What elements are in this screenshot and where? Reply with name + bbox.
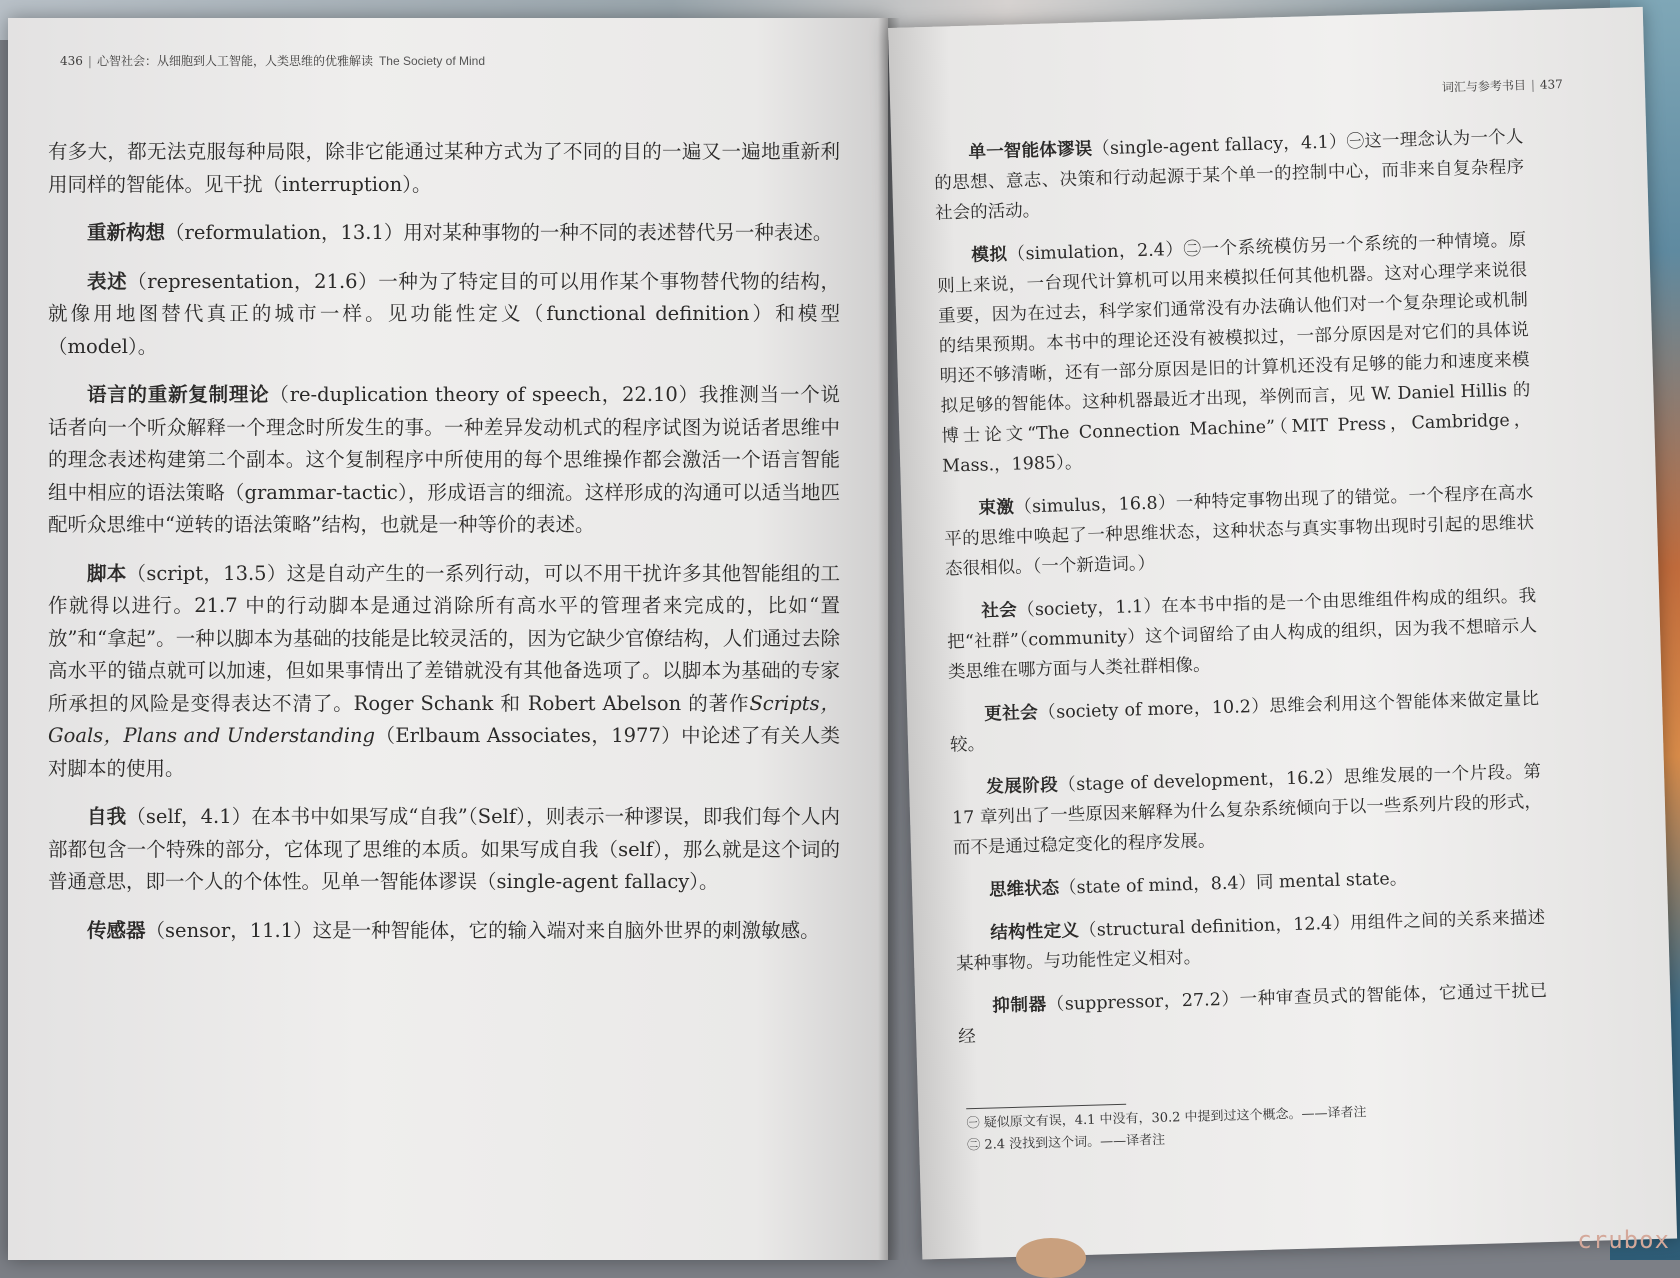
- entry-term: 语言的重新复制理论: [87, 383, 270, 406]
- glossary-entry: [951, 757, 1543, 863]
- right-header-title: 词汇与参考书目: [1441, 78, 1527, 95]
- left-page-number: 436: [60, 54, 83, 68]
- entry-text: （simulation，2.4）㊁一个系统模仿另一个系统的一种情境。原则上来说，一台现代计算机可以用来模拟任何其他机器。这对心理学来说很重要，因为在过去，科学家们通常没有办法确认他们对一个复杂理论或机制的结果预期。本书中的理论还没有被模拟过，一部分原因是对它们的具体说明还不够清晰，还有一部分原因是旧的计算机还没有足够的能力和速度来模拟足够的智能体。这种机器最近才出现，举例而言，见 W. Daniel Hillis 的博士论文“The Connection Machine”（MIT Press，Cambridge，Mass.，1985）。: [936, 230, 1532, 477]
- glossary-entry: [949, 684, 1540, 760]
- entry-text: （sensor，11.1）这是一种智能体，它的输入端对来自脑外世界的刺激敏感。: [145, 918, 820, 942]
- glossary-entry: [48, 801, 840, 899]
- glossary-entry: [955, 903, 1546, 979]
- entry-text: （self，4.1）在本书中如果写成“自我”（Self），则表示一种谬误，即我们每个人内部都包含一个特殊的部分，它体现了思维的本质。如果写成自我（self），那么就是这个词的普通意思，即一个人的个体性。见单一智能体谬误（single-agent fallacy）。: [48, 805, 840, 893]
- entry-text: （script，13.5）这是自动产生的一系列行动，可以不用干扰许多其他智能组的工作就得以进行。21.7 中的行动脚本是通过消除所有高水平的管理者来完成的，比如“置放”和“拿起”。一种以脚本为基础的技能是比较灵活的，因为它缺少官僚结构，人们通过去除高水平的锚点就可以加速，但如果事情出了差错就没有其他备选项了。以脚本为基础的专家所承担的风险是变得表达不清了。Roger Schank 和 Robert Abelson 的著作: [48, 561, 840, 715]
- glossary-entry: [48, 915, 840, 948]
- entry-term: 传感器: [87, 918, 146, 942]
- finger-tip: [1016, 1238, 1086, 1278]
- footnotes: [966, 1097, 1387, 1158]
- entry-text: （re-duplication theory of speech，22.10）我推测当一个说话者向一个听众解释一个理念时所发生的事。一种差异发动机式的程序试图为说话者思维中的理念表述构建第二个副本。这个复制程序中所使用的每个思维操作都会激活一个语言智能组中相应的语法策略（grammar-tactic），形成语言的细流。这样形成的沟通可以适当地匹配听众思维中“逆转的语法策略”结构，也就是一种等价的表述。: [48, 383, 840, 536]
- entry-term: 结构性定义: [990, 921, 1080, 944]
- right-page-number: 437: [1539, 77, 1564, 92]
- left-page-header: [60, 52, 485, 69]
- footnote-mark: ㊁: [967, 1137, 981, 1154]
- entry-text: （representation，21.6）一种为了特定目的可以用作某个事物替代物的结构，就像用地图替代真正的城市一样。见功能性定义（functional definition）和模型（model）。: [48, 269, 840, 358]
- header-separator: |: [87, 54, 92, 68]
- footnote-text: 2.4 没找到这个词。——译者注: [984, 1132, 1166, 1153]
- glossary-entry: [943, 478, 1535, 584]
- entry-term: 社会: [981, 600, 1018, 622]
- footnote-rule: [966, 1104, 1126, 1109]
- entry-term: 更社会: [983, 703, 1039, 725]
- entry-text: （reformulation，13.1）用对某种事物的一种不同的表述替代另一种表述。: [165, 221, 833, 244]
- entry-text: （state of mind，8.4）同 mental state。: [1058, 868, 1408, 899]
- entry-text: （society，1.1）在本书中指的是一个由思维组件构成的组织。我把“社群”（community）这个词留给了由人构成的组织，因为我不想暗示人类思维在哪方面与人类社群相像。: [946, 586, 1538, 683]
- right-page-content: [933, 122, 1549, 1065]
- right-page-header: [1442, 75, 1563, 95]
- entry-term: 思维状态: [988, 878, 1060, 901]
- glossary-entry: [48, 558, 840, 786]
- footnote-text: 疑似原文有误，4.1 中没有，30.2 中提到过这个概念。——译者注: [983, 1105, 1367, 1131]
- entry-text: （Erlbaum Associates，1977）中论述了有关人类对脚本的使用。: [48, 724, 840, 780]
- left-header-title: 心智社会：从细胞到人工智能，人类思维的优雅解读: [96, 54, 373, 68]
- entry-term: 束激: [978, 497, 1015, 519]
- watermark: crubox: [1577, 1226, 1670, 1254]
- footnote-mark: ㊀: [966, 1115, 980, 1132]
- glossary-entry: [946, 581, 1538, 687]
- entry-text: （structural definition，12.4）用组件之间的关系来描述某种事物。与功能性定义相对。: [955, 908, 1546, 975]
- glossary-entry: [954, 860, 1545, 906]
- entry-term: 自我: [87, 805, 127, 828]
- glossary-entry: [48, 266, 840, 364]
- header-separator: |: [1530, 77, 1536, 93]
- glossary-entry: [957, 976, 1548, 1052]
- left-page-content: [48, 136, 840, 963]
- book-title: Scripts，Goals，Plans and Understanding: [48, 691, 840, 747]
- glossary-entry: [933, 122, 1525, 228]
- entry-term: 单一智能体谬误: [968, 139, 1093, 163]
- entry-text: （stage of development，16.2）思维发展的一个片段。第 17 章列出了一些原因来解释为什么复杂系统倾向于以一些系列片段的形式，而不是通过稳定变化的程序发展。: [951, 762, 1543, 859]
- entry-term: 脚本: [87, 561, 127, 585]
- entry-text: （society of more，10.2）思维会利用这个智能体来做定量比较。: [949, 689, 1540, 756]
- entry-term: 表述: [87, 269, 128, 293]
- left-page: [8, 18, 888, 1260]
- entry-term: 抑制器: [992, 994, 1048, 1017]
- continued-paragraph: 有多大，都无法克服每种局限，除非它能通过某种方式为了不同的目的一遍又一遍地重新利用同样的智能体。见干扰（interruption）。: [48, 140, 840, 196]
- glossary-entry: [936, 225, 1532, 481]
- left-header-title-en: The Society of Mind: [378, 54, 486, 68]
- entry-term: 模拟: [971, 244, 1008, 266]
- entry-text: （suppressor，27.2）一种审查员式的智能体，它通过干扰已经: [957, 980, 1548, 1048]
- right-page: [888, 7, 1677, 1260]
- glossary-entry: [48, 217, 840, 250]
- entry-term: 重新构想: [87, 221, 166, 244]
- entry-text: （single-agent fallacy，4.1）㊀这一理念认为一个人的思想、意志、决策和行动起源于某个单一的控制中心，而非来自复杂程序社会的活动。: [934, 127, 1525, 224]
- entry-term: 发展阶段: [985, 775, 1059, 798]
- glossary-entry: [48, 379, 840, 542]
- entry-text: （simulus，16.8）一种特定事物出现了的错觉。一个程序在高水平的思维中唤起了一种思维状态，这种状态与真实事物出现时引起的思维状态很相似。（一个新造词。）: [944, 483, 1535, 580]
